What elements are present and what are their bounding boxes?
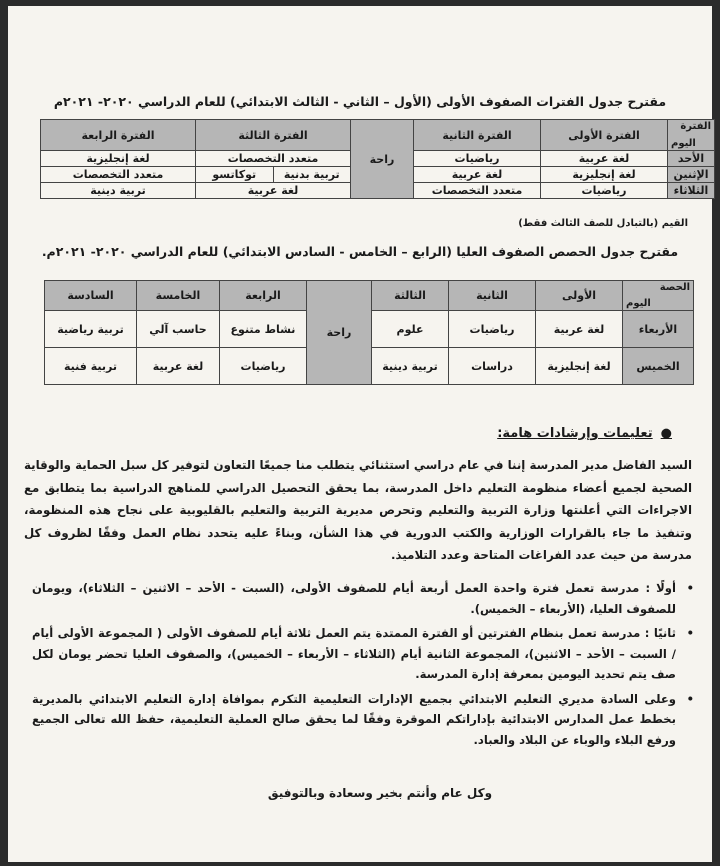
instructions-heading	[497, 426, 672, 441]
table-cell: تربية فنية	[45, 348, 137, 385]
table-cell: تربية بدنية	[273, 167, 351, 183]
break-label: راحة	[326, 326, 352, 339]
table-cell: تربية دينية	[372, 348, 449, 385]
primary-schedule-table	[40, 119, 715, 199]
table-cell: لغة عربية	[536, 311, 623, 348]
corner-top-label: الفترة	[680, 121, 711, 132]
list-item	[32, 578, 696, 619]
table-cell: لغة عربية	[137, 348, 220, 385]
table-cell: رياضيات	[220, 348, 307, 385]
list-item-text: وعلى السادة مديري التعليم الابتدائي بجميع الإدارات التعليمية التكرم بموافاة إدارة التعليم الابتدائي بالمديرية بخطط عمل المدارس الابتدائية بإداراتكم الموقرة وفقًا لما يحقق صالح العملية التعليمية، حفظ الله تعالى الجميع ورفع البلاء والوباء عن البلاد والعباد.	[32, 691, 676, 747]
table-header-row	[41, 120, 715, 151]
instructions-heading-text: تعليمات وإرشادات هامة:	[497, 426, 653, 441]
header-lesson-1: الأولى	[536, 281, 623, 311]
bullet-icon: ●	[660, 426, 672, 441]
table-cell: لغة إنجليزية	[536, 348, 623, 385]
table-cell: علوم	[372, 311, 449, 348]
day-cell: الإثنين	[668, 167, 715, 183]
table-cell: لغة إنجليزية	[41, 151, 196, 167]
table-cell: متعدد التخصصات	[196, 151, 351, 167]
instructions-paragraph: السيد الفاضل مدير المدرسة إننا في عام دراسي استثنائي يتطلب منا جميعًا التعاون لتوفير كل سبل الحماية والوقاية الصحية لجميع أعضاء منظومة التعليم داخل المدرسة، بما يحقق التحصيل الدراسي للمناهج الدراسية بما يتطابق مع الاجراءات التي أعلنتها وزارة التربية والتعليم وتحرص مديرية التربية والتعليم بالقليوبية على نجاح هذه المنظومة، وتنفيذ ما جاء بالقرارات الوزارية والكتب الدورية في هذا الشأن، وبناءً عليه يتحدد نظام العمل وفقًا لظروف كل مدرسة من حيث عدد الفراغات المتاحة وعدد التلاميذ.	[24, 458, 692, 563]
upper-schedule-table	[44, 280, 694, 385]
closing-line: وكل عام وأنتم بخير وسعادة وبالتوفيق	[267, 786, 493, 800]
break-cell	[351, 120, 414, 199]
break-label: راحة	[369, 152, 395, 166]
header-lesson-6: السادسة	[45, 281, 137, 311]
table-cell: تربية دينية	[41, 183, 196, 199]
day-cell: الخميس	[623, 348, 694, 385]
header-lesson-3: الثالثة	[372, 281, 449, 311]
corner-cell	[668, 120, 715, 151]
table-cell: نشاط متنوع	[220, 311, 307, 348]
bullet-icon: •	[686, 691, 694, 706]
list-item	[32, 623, 696, 685]
header-lesson-2: الثانية	[449, 281, 536, 311]
break-cell	[307, 281, 372, 385]
header-period-2: الفترة الثانية	[414, 120, 541, 151]
table-header-row	[45, 281, 694, 311]
table-cell: لغة إنجليزية	[541, 167, 668, 183]
table-cell: لغة عربية	[541, 151, 668, 167]
bullet-icon: •	[686, 581, 694, 595]
table-cell: توكاتسو	[196, 167, 274, 183]
list-item-text: ثانيًا : مدرسة تعمل بنظام الفترتين أو الفترة الممتدة يتم العمل ثلاثة أيام للصفوف الأولى ( المجموعة الأولى أيام / السبت – الأحد – الاثنين)، المجموعة الثانية أيام (الثلاثاء – الأربعاء – الخميس)، والصفوف العليا تحضر يومان لكل صف يتم تحديد اليومين بمعرفة إدارة المدرسة.	[32, 626, 676, 681]
corner-bottom-label: اليوم	[671, 138, 696, 149]
document-page	[8, 6, 712, 862]
list-item	[32, 689, 696, 751]
header-period-1: الفترة الأولى	[541, 120, 668, 151]
table-cell: تربية رياضية	[45, 311, 137, 348]
table-cell: رياضيات	[449, 311, 536, 348]
table-cell: دراسات	[449, 348, 536, 385]
day-cell: الثلاثاء	[668, 183, 715, 199]
list-item-text: أولًا : مدرسة تعمل فترة واحدة العمل أربعة أيام للصفوف الأولى، (السبت - الأحد – الاثنين – الثلاثاء)، ويومان للصفوف العليا، (الأربعاء – الخميس).	[32, 581, 676, 616]
header-lesson-5: الخامسة	[137, 281, 220, 311]
table-cell: لغة عربية	[414, 167, 541, 183]
corner-top-label: الحصة	[659, 282, 690, 293]
table2-title: مقترح جدول الحصص الصفوف العليا (الرابع – الخامس - السادس الابتدائي) للعام الدراسي ٢٠٢٠- ٢٠٢١م.	[41, 244, 679, 259]
table-cell: رياضيات	[541, 183, 668, 199]
header-lesson-4: الرابعة	[220, 281, 307, 311]
corner-bottom-label: اليوم	[626, 298, 651, 309]
header-period-4: الفترة الرابعة	[41, 120, 196, 151]
table-cell: متعدد التخصصات	[414, 183, 541, 199]
corner-cell	[623, 281, 694, 311]
table-cell: حاسب آلي	[137, 311, 220, 348]
table1-note: القيم (بالتبادل للصف الثالث فقط)	[518, 218, 688, 229]
day-cell: الأربعاء	[623, 311, 694, 348]
instructions-list	[32, 578, 696, 754]
table-cell: لغة عربية	[196, 183, 351, 199]
table-cell: متعدد التخصصات	[41, 167, 196, 183]
bullet-icon: •	[686, 626, 694, 640]
table-cell: رياضيات	[414, 151, 541, 167]
header-period-3: الفترة الثالثة	[196, 120, 351, 151]
table1-title: مقترح جدول الفترات الصفوف الأولى (الأول – الثاني - الثالث الابتدائي) للعام الدراسي ٢٠٢٠- ٢٠٢١م	[53, 94, 667, 109]
day-cell: الأحد	[668, 151, 715, 167]
